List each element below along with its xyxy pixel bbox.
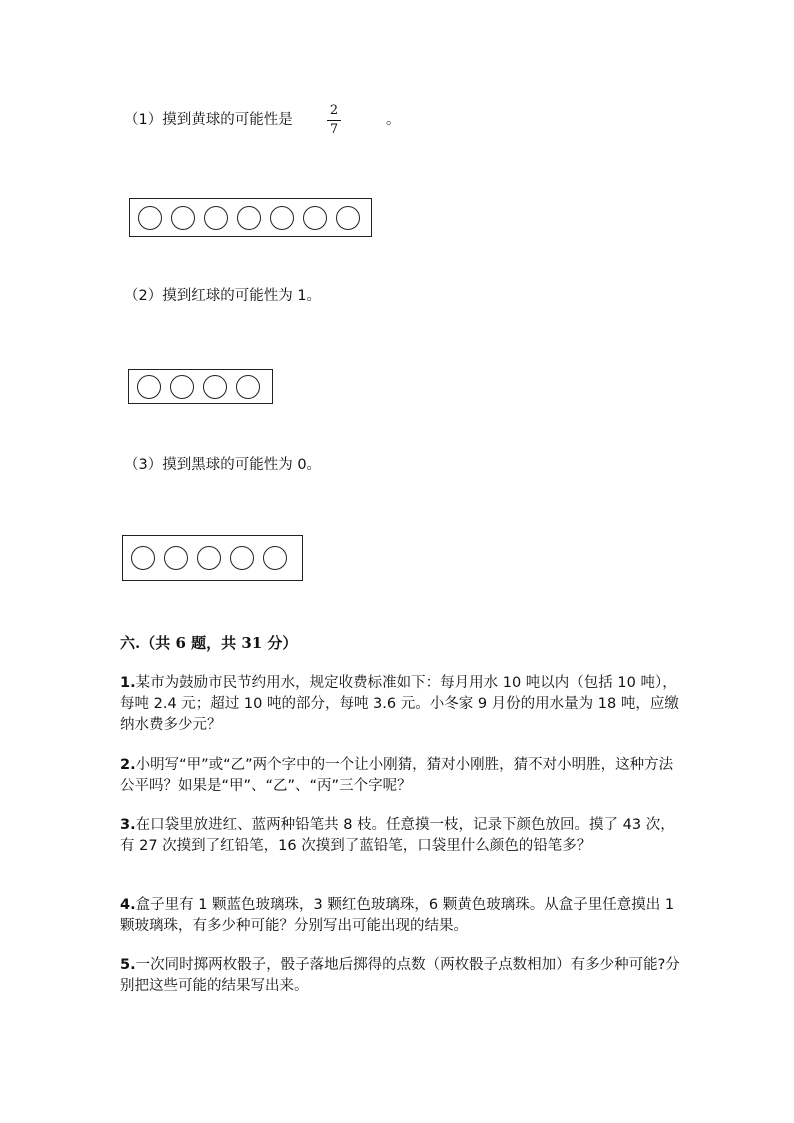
question-text: 小明写“甲”或“乙”两个字中的一个让小刚猜，猜对小刚胜，猜不对小明胜，这种方法公平吗？如果是“甲”、“乙”、“丙”三个字呢？	[120, 757, 674, 794]
ball-circle	[236, 375, 260, 399]
question-1	[120, 673, 680, 736]
ball-box-four	[128, 369, 273, 404]
ball-circle	[137, 375, 161, 399]
question-number: 1.	[120, 675, 136, 691]
ball-circle	[170, 375, 194, 399]
ball-circle	[131, 546, 155, 570]
ball-circle	[164, 546, 188, 570]
ball-circle	[230, 546, 254, 570]
question-3	[120, 815, 680, 857]
question-text: 某市为鼓励市民节约用水，规定收费标准如下：每月用水 10 吨以内（包括 10 吨），每吨 2.4 元；超过 10 吨的部分，每吨 3.6 元。小冬家 9 月份的用水量为 18 吨，应缴纳水费多少元？	[120, 675, 679, 733]
ball-circle	[138, 206, 162, 230]
fraction-numerator: 2	[329, 103, 339, 118]
question-5	[120, 955, 680, 997]
ball-circle	[237, 206, 261, 230]
fraction-bar	[327, 120, 341, 121]
fraction-two-sevenths	[326, 104, 342, 137]
ball-circle	[197, 546, 221, 570]
question-2	[120, 755, 680, 797]
question-text: 一次同时掷两枚骰子，骰子落地后掷得的点数（两枚骰子点数相加）有多少种可能?分别把这些可能的结果写出来。	[120, 957, 680, 994]
question-text: 盒子里有 1 颗蓝色玻璃珠，3 颗红色玻璃珠，6 颗黄色玻璃珠。从盒子里任意摸出 1 颗玻璃珠，有多少种可能？分别写出可能出现的结果。	[120, 897, 675, 934]
ball-circle	[171, 206, 195, 230]
ball-circle	[263, 546, 287, 570]
part1-prefix: （1）摸到黄球的可能性是	[124, 112, 293, 128]
ball-circle	[204, 206, 228, 230]
question-number: 2.	[120, 757, 136, 773]
question-4	[120, 895, 680, 937]
question-number: 4.	[120, 897, 136, 913]
part3-text: （3）摸到黑球的可能性为 0。	[124, 457, 322, 473]
part1-suffix: 。	[386, 112, 401, 128]
question-number: 3.	[120, 817, 136, 833]
fraction-denominator: 7	[329, 122, 339, 137]
ball-circle	[303, 206, 327, 230]
ball-circle	[203, 375, 227, 399]
question-text: 在口袋里放进红、蓝两种铅笔共 8 枝。任意摸一枝，记录下颜色放回。摸了 43 次，有 27 次摸到了红铅笔，16 次摸到了蓝铅笔，口袋里什么颜色的铅笔多？	[120, 817, 675, 854]
ball-circle	[336, 206, 360, 230]
part1-text	[124, 110, 293, 130]
ball-box-five	[122, 535, 303, 581]
question-number: 5.	[120, 957, 136, 973]
part2-text: （2）摸到红球的可能性为 1。	[124, 288, 322, 304]
ball-box-seven	[129, 198, 372, 237]
section-heading: 六.（共 6 题，共 31 分）	[120, 634, 298, 652]
ball-circle	[270, 206, 294, 230]
